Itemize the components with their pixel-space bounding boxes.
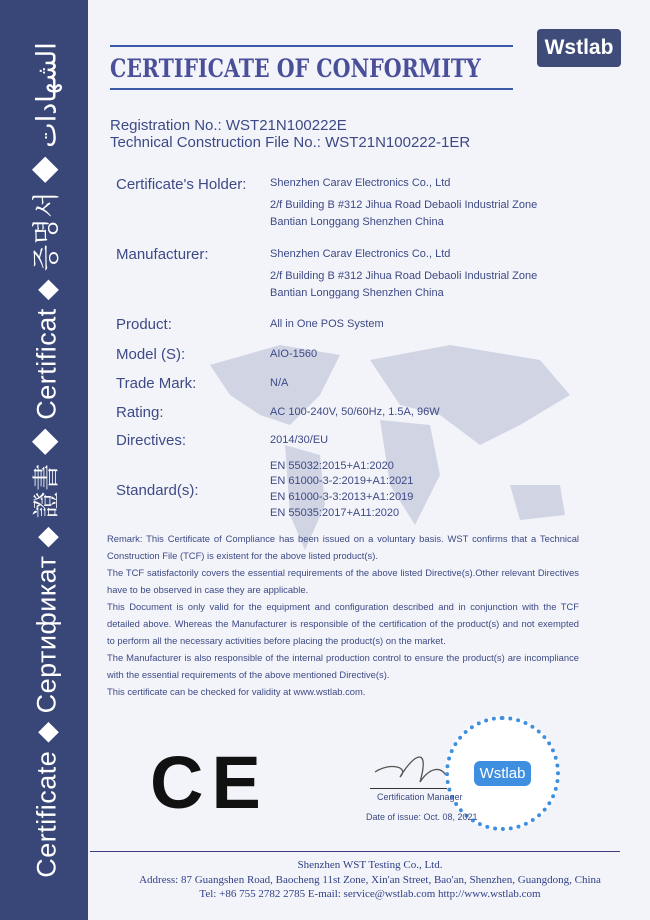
page-title: CERTIFICATE OF CONFORMITY: [110, 54, 481, 83]
signature-role: Certification Manager: [377, 792, 463, 802]
tcf-no: Technical Construction File No.: WST21N100222-1ER: [110, 134, 471, 151]
footer-rule: [90, 851, 620, 852]
standard-item: EN 61000-3-3:2013+A1:2019: [270, 491, 414, 503]
footer-company: Shenzhen WST Testing Co., Ltd.: [297, 859, 443, 871]
wstlab-logo: Wstlab: [537, 29, 621, 67]
holder-address-1: 2/f Building B #312 Jihua Road Debaoli Industrial Zone: [270, 199, 538, 211]
trademark-value: N/A: [270, 377, 289, 389]
rating-label: Rating:: [116, 404, 164, 421]
registration-no: Registration No.: WST21N100222E: [110, 117, 347, 134]
title-rule-top: [110, 45, 513, 47]
stamp-logo: Wstlab: [474, 761, 532, 786]
trademark-label: Trade Mark:: [116, 375, 197, 392]
remark-paragraph: The TCF satisfactorily covers the essential requirements of the above listed Directive(s).Other relevant Directives have to be observed in case they are applicable.: [107, 567, 579, 595]
ce-mark: CE: [150, 741, 269, 824]
remark-paragraph: This certificate can be checked for validity at www.wstlab.com.: [107, 686, 366, 697]
issue-date: Date of issue: Oct. 08, 2021: [366, 812, 478, 822]
footer-contact: Tel: +86 755 2782 2785 E-mail: service@wstlab.com http://www.wstlab.com: [199, 888, 541, 900]
footer-address: Address: 87 Guangshen Road, Baocheng 11st Zone, Xin'an Street, Bao'an, Shenzhen, Guangdong, China: [139, 874, 601, 886]
remark-paragraph: Remark: This Certificate of Compliance has been issued on a voluntary basis. WST confirms that a Technical Construction File (TCF) is existent for the above listed product(s).: [107, 533, 579, 561]
manufacturer-address-1: 2/f Building B #312 Jihua Road Debaoli Industrial Zone: [270, 270, 538, 282]
manufacturer-label: Manufacturer:: [116, 246, 209, 263]
title-rule-bottom: [110, 88, 513, 90]
standards-label: Standard(s):: [116, 482, 199, 499]
remark-paragraph: The Manufacturer is also responsible of the internal production control to ensure the product(s) are incompliance with the essential requirements of the above mentioned Directive(s).: [107, 652, 579, 680]
standard-item: EN 55035:2017+A11:2020: [270, 507, 400, 519]
holder-address-2: Bantian Longgang Shenzhen China: [270, 216, 444, 228]
standard-item: EN 55032:2015+A1:2020: [270, 460, 394, 472]
model-value: AIO-1560: [270, 348, 318, 360]
rating-value: AC 100-240V, 50/60Hz, 1.5A, 96W: [270, 406, 440, 418]
holder-label: Certificate's Holder:: [116, 176, 247, 193]
standard-item: EN 61000-3-2:2019+A1:2021: [270, 475, 414, 487]
manufacturer-name: Shenzhen Carav Electronics Co., Ltd: [270, 248, 451, 260]
sidebar-multilingual-text: Certificate ◆ Сертификат ◆ 證書 ◆ Certificat ◆ 증명서 ◆ الشهادات: [31, 42, 62, 878]
directives-label: Directives:: [116, 432, 187, 449]
model-label: Model (S):: [116, 346, 186, 363]
product-value: All in One POS System: [270, 318, 384, 330]
remark-paragraph: This Document is only valid for the equipment and configuration described and in conjunction with the TCF detailed above. Whereas the Manufacturer is responsible of the certification of the product(s) and not exempted to perform all the necessary activities before placing the product(s) on the market.: [107, 601, 579, 646]
sidebar-band: [0, 0, 88, 920]
holder-name: Shenzhen Carav Electronics Co., Ltd: [270, 177, 451, 189]
product-label: Product:: [116, 316, 172, 333]
directives-value: 2014/30/EU: [270, 434, 329, 446]
manufacturer-address-2: Bantian Longgang Shenzhen China: [270, 287, 444, 299]
remarks-block: [107, 530, 579, 700]
